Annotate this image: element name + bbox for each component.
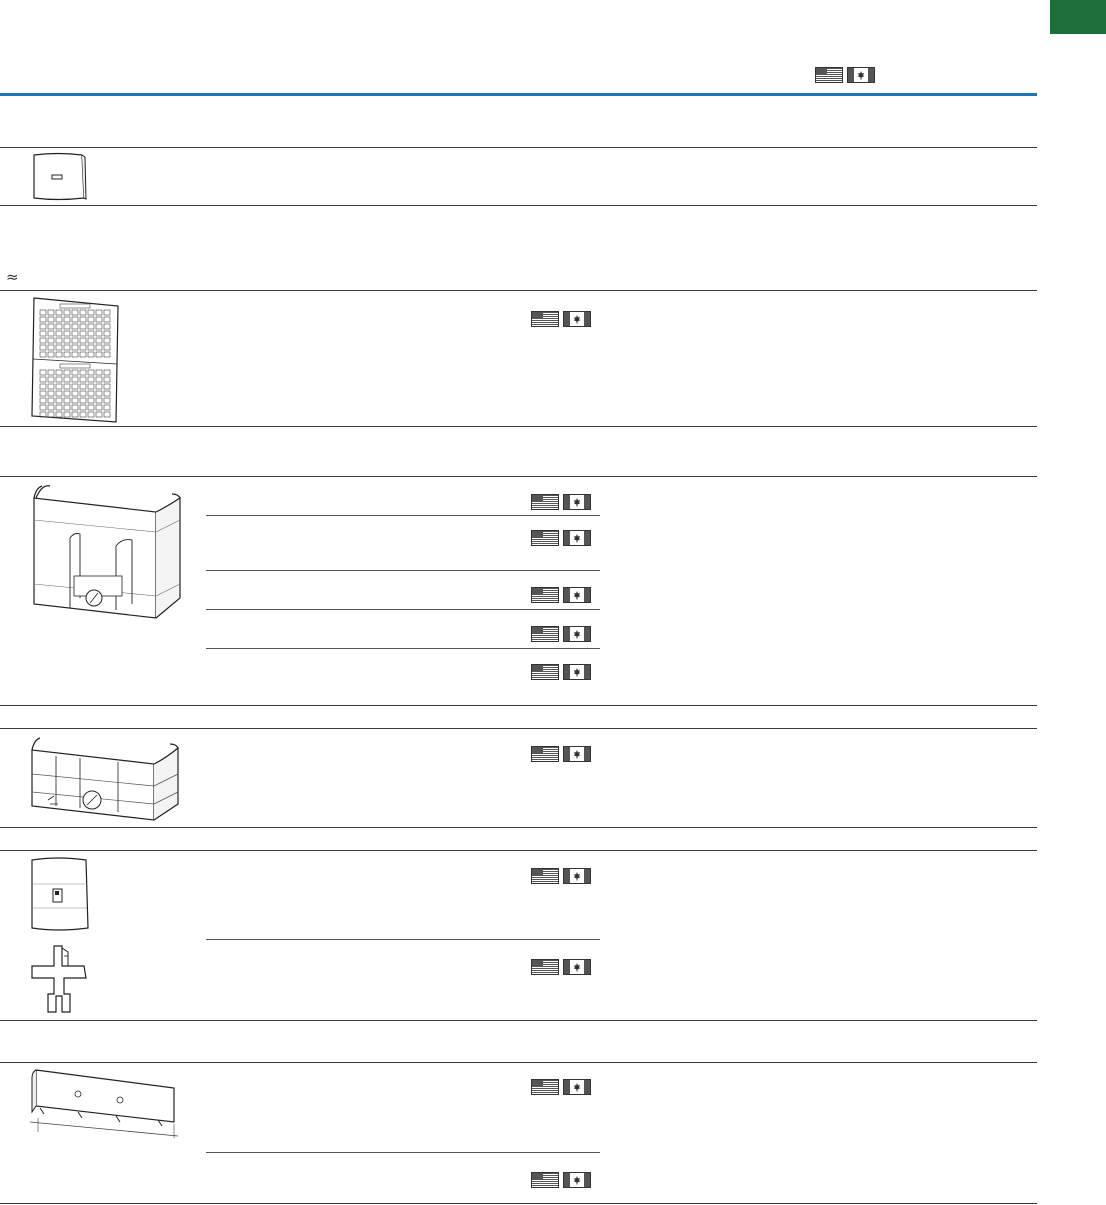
sub-row-divider	[206, 515, 600, 516]
us-flag-icon	[531, 1079, 559, 1095]
us-flag-icon	[531, 626, 559, 642]
row-divider	[0, 205, 1037, 206]
canada-flag-icon	[563, 959, 591, 975]
row-divider	[0, 147, 1037, 148]
row-flags	[531, 311, 591, 327]
canada-flag-icon	[563, 626, 591, 642]
canada-flag-icon	[563, 664, 591, 680]
canada-flag-icon	[563, 1172, 591, 1188]
low-partition-box-illustration	[28, 734, 180, 822]
us-flag-icon	[815, 67, 843, 83]
canada-flag-icon	[563, 746, 591, 762]
cross-bracket-illustration	[28, 944, 92, 1016]
row-divider	[0, 1020, 1037, 1021]
row-divider	[0, 476, 1037, 477]
row-flags	[531, 746, 591, 762]
sub-row-divider	[206, 939, 600, 940]
canada-flag-icon	[563, 530, 591, 546]
row-flags	[531, 1079, 591, 1095]
us-flag-icon	[531, 494, 559, 510]
partition-box-illustration	[28, 480, 188, 622]
section-tab-marker	[1050, 0, 1106, 34]
canada-flag-icon	[563, 868, 591, 884]
canada-flag-icon	[563, 1079, 591, 1095]
us-flag-icon	[531, 530, 559, 546]
header-flags	[815, 67, 875, 83]
cover-plate-illustration	[28, 152, 88, 202]
row-divider	[0, 426, 1037, 427]
row-divider	[0, 850, 1037, 851]
row-divider	[0, 290, 1037, 291]
us-flag-icon	[531, 959, 559, 975]
row-flags	[531, 530, 591, 546]
row-flags	[531, 587, 591, 603]
canada-flag-icon	[563, 494, 591, 510]
us-flag-icon	[531, 587, 559, 603]
row-flags	[531, 959, 591, 975]
row-flags	[531, 868, 591, 884]
sub-row-divider	[206, 570, 600, 571]
sub-row-divider	[206, 609, 600, 610]
row-divider	[0, 1203, 1037, 1204]
row-divider	[0, 728, 1037, 729]
label-sheet-illustration	[30, 296, 122, 424]
header-rule	[0, 93, 1037, 96]
us-flag-icon	[531, 746, 559, 762]
us-flag-icon	[531, 1172, 559, 1188]
row-flags	[531, 494, 591, 510]
row-divider	[0, 1062, 1037, 1063]
sub-row-divider	[206, 648, 600, 649]
canada-flag-icon	[847, 67, 875, 83]
cover-strip-illustration	[28, 1066, 184, 1142]
row-flags	[531, 1172, 591, 1188]
us-flag-icon	[531, 868, 559, 884]
canada-flag-icon	[563, 587, 591, 603]
sub-row-divider	[206, 1152, 600, 1153]
canada-flag-icon	[563, 311, 591, 327]
row-divider	[0, 705, 1037, 706]
approx-symbol: ≈	[6, 268, 19, 286]
row-flags	[531, 626, 591, 642]
symbol-plate-illustration	[28, 856, 92, 932]
row-flags	[531, 664, 591, 680]
row-divider	[0, 827, 1037, 828]
us-flag-icon	[531, 664, 559, 680]
us-flag-icon	[531, 311, 559, 327]
